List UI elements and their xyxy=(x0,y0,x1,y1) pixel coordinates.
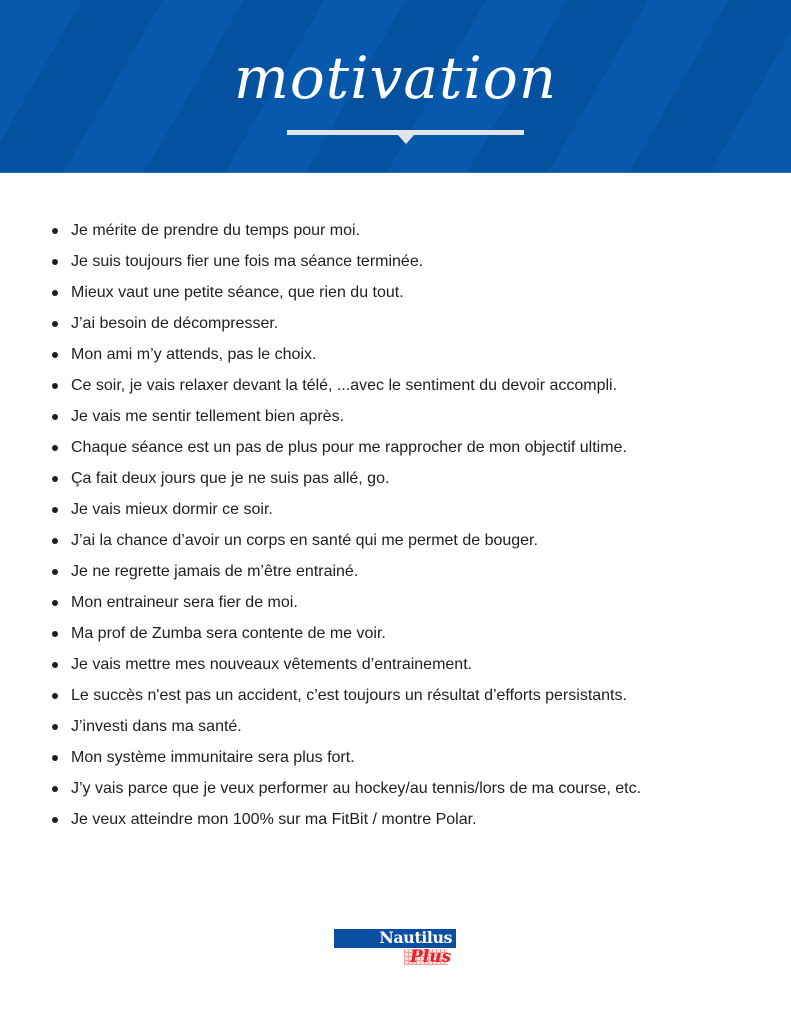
logo-plus: Plus xyxy=(410,947,452,967)
list-item-text: Je vais me sentir tellement bien après. xyxy=(71,408,345,425)
list-item-text: Ce soir, je vais relaxer devant la télé, ...avec le sentiment du devoir accompli. xyxy=(71,377,618,394)
list-item-text: Mon entraineur sera fier de moi. xyxy=(71,594,298,611)
list-item-text: J’ai besoin de décompresser. xyxy=(71,315,279,332)
list-item xyxy=(0,587,641,618)
list-item-text: J’investi dans ma santé. xyxy=(71,718,242,735)
list-item-text: Ça fait deux jours que je ne suis pas allé, go. xyxy=(71,470,390,487)
bullet-icon xyxy=(52,631,58,637)
bullet-icon xyxy=(52,600,58,606)
list-item xyxy=(0,215,641,246)
list-item-text: J’ai la chance d’avoir un corps en santé qui me permet de bouger. xyxy=(71,532,538,549)
list-item-text: Je vais mieux dormir ce soir. xyxy=(71,501,273,518)
bullet-icon xyxy=(52,817,58,823)
list-item xyxy=(0,432,641,463)
list-item xyxy=(0,525,641,556)
list-item xyxy=(0,556,641,587)
list-item xyxy=(0,680,641,711)
list-item xyxy=(0,339,641,370)
list-item-text: Je mérite de prendre du temps pour moi. xyxy=(71,222,361,239)
list-item xyxy=(0,742,641,773)
chevron-down-icon xyxy=(398,135,414,144)
bullet-icon xyxy=(52,693,58,699)
list-item xyxy=(0,711,641,742)
list-item-text: Mon ami m’y attends, pas le choix. xyxy=(71,346,317,363)
list-item xyxy=(0,370,641,401)
page-title: motivation xyxy=(233,44,558,112)
bullet-icon xyxy=(52,352,58,358)
bullet-icon xyxy=(52,228,58,234)
list-item xyxy=(0,463,641,494)
list-item-text: Chaque séance est un pas de plus pour me rapprocher de mon objectif ultime. xyxy=(71,439,627,456)
list-item xyxy=(0,308,641,339)
list-item-text: Ma prof de Zumba sera contente de me voir. xyxy=(71,625,386,642)
bullet-icon xyxy=(52,290,58,296)
bullet-icon xyxy=(52,321,58,327)
bullet-icon xyxy=(52,569,58,575)
list-item-text: Je ne regrette jamais de m’être entrainé. xyxy=(71,563,359,580)
bullet-icon xyxy=(52,414,58,420)
bullet-icon xyxy=(52,662,58,668)
list-item-text: Je vais mettre mes nouveaux vêtements d’entrainement. xyxy=(71,656,473,673)
list-item xyxy=(0,804,641,835)
list-item xyxy=(0,649,641,680)
bullet-icon xyxy=(52,445,58,451)
logo-name: Nautilus xyxy=(379,928,452,947)
list-item-text: Le succès n'est pas un accident, c’est toujours un résultat d’efforts persistants. xyxy=(71,687,627,704)
list-item-text: Je suis toujours fier une fois ma séance terminée. xyxy=(71,253,424,270)
bullet-icon xyxy=(52,383,58,389)
motivation-list xyxy=(0,215,641,835)
bullet-icon xyxy=(52,259,58,265)
list-item-text: J’y vais parce que je veux performer au hockey/au tennis/lors de ma course, etc. xyxy=(71,780,642,797)
bullet-icon xyxy=(52,786,58,792)
nautilus-plus-logo xyxy=(334,928,458,974)
bullet-icon xyxy=(52,476,58,482)
list-item xyxy=(0,401,641,432)
header-banner xyxy=(0,0,791,173)
list-item xyxy=(0,277,641,308)
list-item xyxy=(0,618,641,649)
list-item xyxy=(0,246,641,277)
list-item-text: Mieux vaut une petite séance, que rien du tout. xyxy=(71,284,404,301)
bullet-icon xyxy=(52,538,58,544)
list-item xyxy=(0,494,641,525)
bullet-icon xyxy=(52,755,58,761)
list-item xyxy=(0,773,641,804)
bullet-icon xyxy=(52,724,58,730)
list-item-text: Je veux atteindre mon 100% sur ma FitBit / montre Polar. xyxy=(71,811,477,828)
list-item-text: Mon système immunitaire sera plus fort. xyxy=(71,749,355,766)
bullet-icon xyxy=(52,507,58,513)
